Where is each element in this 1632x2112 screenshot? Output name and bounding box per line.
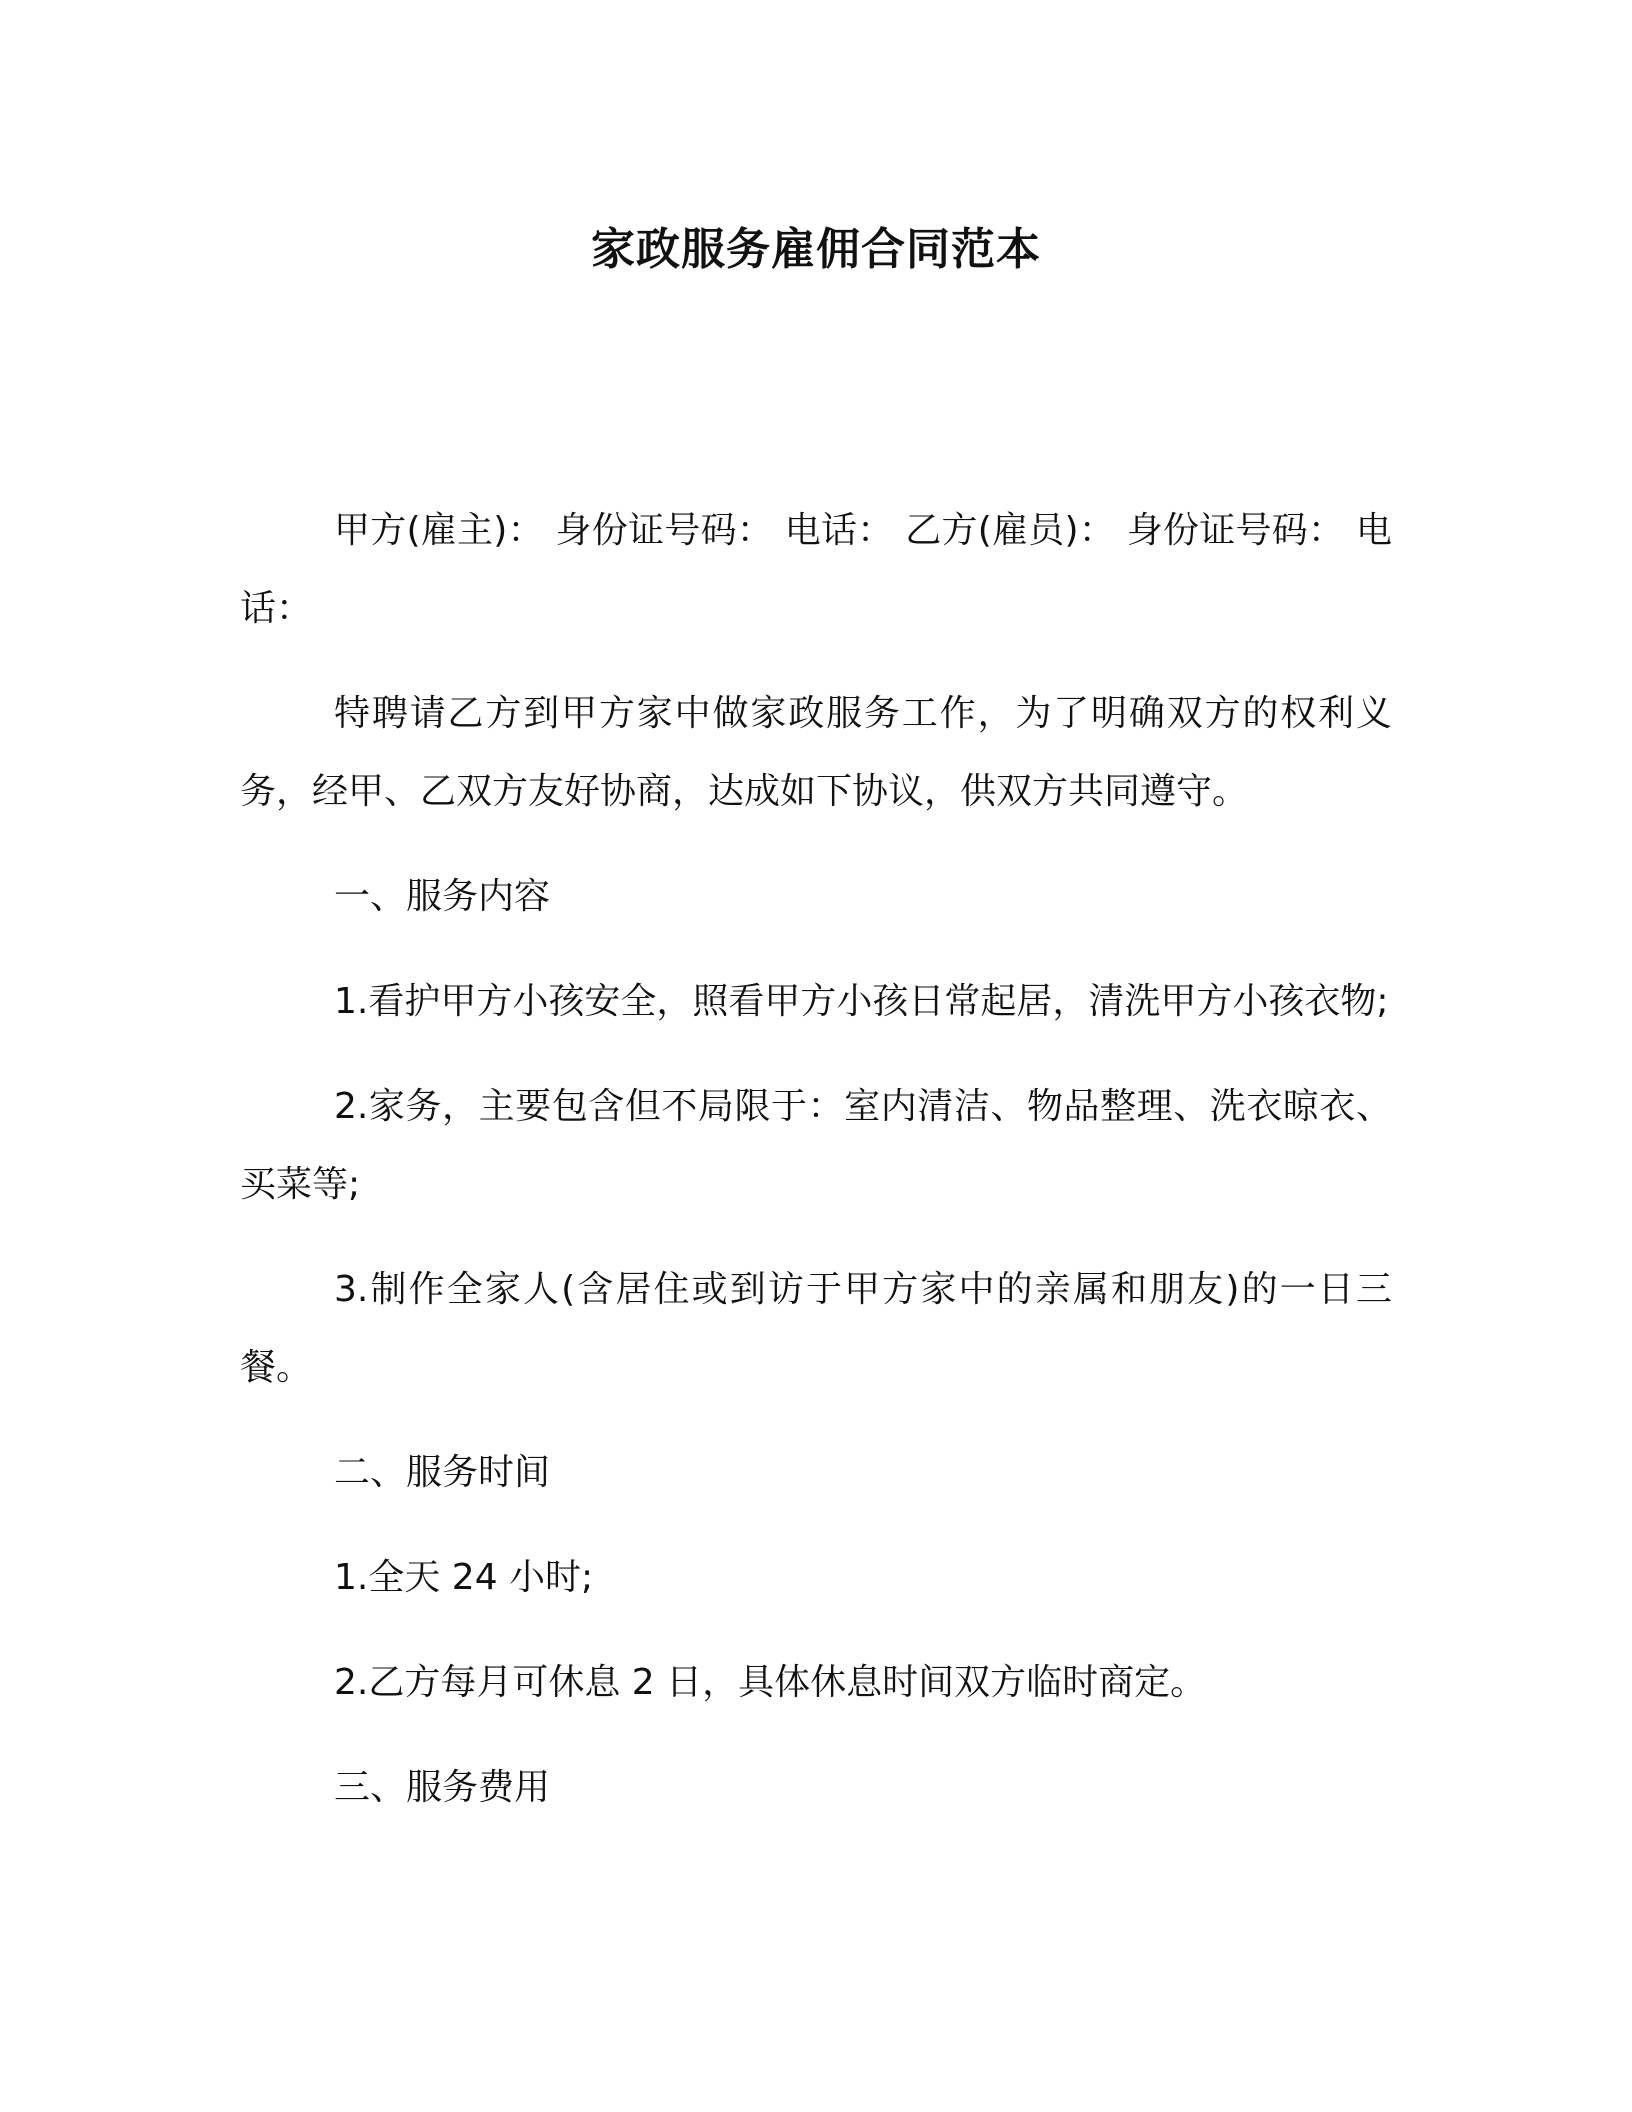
service-content-item-3: 3.制作全家人(含居住或到访于甲方家中的亲属和朋友)的一日三餐。 (240, 1269, 1392, 1388)
section-heading-service-time: 二、服务时间 (334, 1452, 551, 1493)
document-title: 家政服务雇佣合同范本 (591, 224, 1041, 275)
section-heading-service-fee: 三、服务费用 (334, 1767, 551, 1808)
parties-paragraph: 甲方(雇主)： 身份证号码： 电话： 乙方(雇员)： 身份证号码： 电话： (240, 510, 1392, 629)
section-heading-service-content: 一、服务内容 (334, 876, 551, 917)
service-content-item-1: 1.看护甲方小孩安全，照看甲方小孩日常起居，清洗甲方小孩衣物; (334, 981, 1389, 1022)
service-time-item-2: 2.乙方每月可休息 2 日，具体休息时间双方临时商定。 (334, 1662, 1207, 1703)
service-content-item-2: 2.家务，主要包含但不局限于：室内清洁、物品整理、洗衣晾衣、买菜等; (240, 1086, 1392, 1205)
document-body (240, 492, 1392, 1854)
service-time-item-1: 1.全天 24 小时; (334, 1557, 594, 1598)
intro-paragraph: 特聘请乙方到甲方家中做家政服务工作，为了明确双方的权利义务，经甲、乙双方友好协商，达成如下协议，供双方共同遵守。 (240, 693, 1392, 812)
